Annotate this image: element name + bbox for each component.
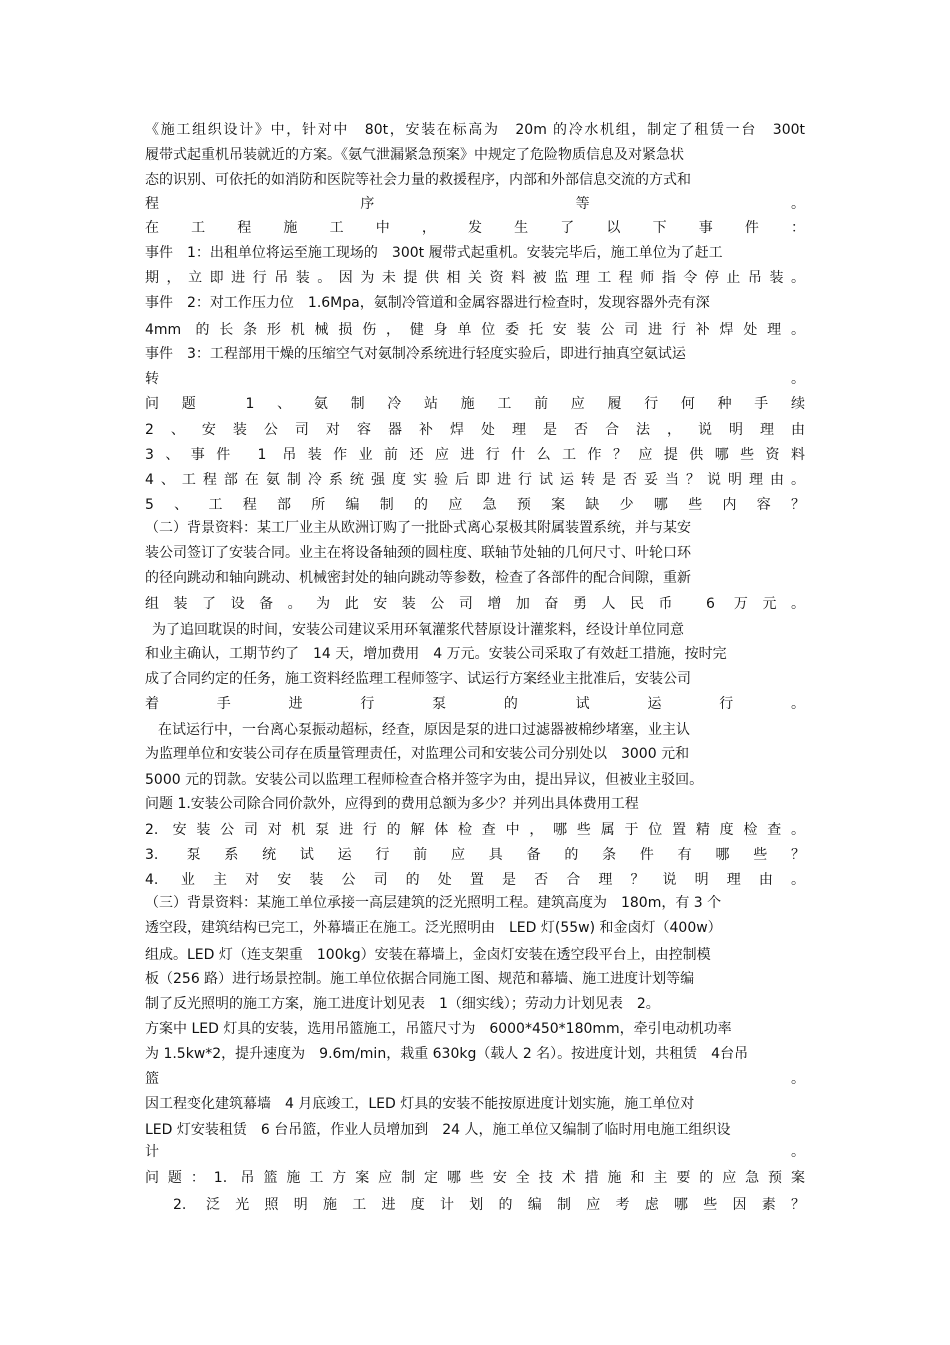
text-line: 组成。LED 灯（连支架重 100kg）安装在幕墙上，金卤灯安装在透空段平台上，由控制模	[145, 947, 711, 963]
text-line: 篮。	[145, 1071, 805, 1087]
text-line: 事件 1：出租单位将运至施工现场的 300t 履带式起重机。安装完毕后，施工单位为了赶工	[145, 245, 723, 261]
question-line: 问题 1、氨制冷站施工前应履行何种手续	[145, 396, 805, 412]
text-line: 计。	[145, 1144, 805, 1160]
question-line: 3. 泵系统试运行前应具备的条件有哪些？	[145, 847, 805, 863]
question-line: 问题 1.安装公司除合同价款外，应得到的费用总额为多少？并列出具体费用工程	[145, 796, 639, 812]
text-line: 在试运行中，一台离心泵振动超标，经查，原因是泵的进口过滤器被棉纱堵塞，业主认	[158, 722, 690, 738]
text-line: 板（256 路）进行场景控制。施工单位依据合同施工图、规范和幕墙、施工进度计划等编	[145, 971, 695, 987]
text-line: 在工程施工中，发生了以下事件：	[145, 220, 805, 236]
text-line: 的径向跳动和轴向跳动、机械密封处的轴向跳动等参数，检查了各部件的配合间隙，重新	[145, 570, 691, 586]
text-line: 4mm 的长条形机械损伤，健身单位委托安装公司进行补焊处理。	[145, 322, 805, 338]
text-line: 透空段，建筑结构已完工，外幕墙正在施工。泛光照明由 LED 灯(55w) 和金卤灯（400w）	[145, 920, 722, 936]
question-line: 2. 泛光照明施工进度计划的编制应考虑哪些因素？	[173, 1197, 805, 1213]
text-line: 转。	[145, 371, 805, 387]
text-line: 《施工组织设计》中，针对中 80t，安装在标高为 20m 的冷水机组，制定了租赁一台 300t	[145, 122, 805, 138]
section-heading-line: （三）背景资料：某施工单位承接一高层建筑的泛光照明工程。建筑高度为 180m，有 3 个	[145, 895, 722, 911]
text-line: 态的识别、可依托的如消防和医院等社会力量的救援程序，内部和外部信息交流的方式和	[145, 172, 691, 188]
text-line: 着手进行泵的试运行。	[145, 696, 805, 712]
text-line: 程序等。	[145, 196, 805, 212]
text-line: 为了追回耽误的时间，安装公司建议采用环氧灌浆代替原设计灌浆料，经设计单位同意	[152, 622, 684, 638]
text-line: 期，立即进行吊装。因为未提供相关资料被监理工程师指令停止吊装。	[145, 270, 805, 286]
question-line: 4. 业主对安装公司的处置是否合理？说明理由。	[145, 872, 805, 888]
question-line: 5、工程部所编制的应急预案缺少哪些内容？	[145, 497, 805, 513]
text-line: 装公司签订了安装合同。业主在将设备轴颈的圆柱度、联轴节处轴的几何尺寸、叶轮口环	[145, 545, 691, 561]
question-line: 问题：1. 吊篮施工方案应制定哪些安全技术措施和主要的应急预案	[145, 1170, 805, 1186]
question-line: 3、事件 1 吊装作业前还应进行什么工作？应提供哪些资料	[145, 447, 805, 463]
text-line: 5000 元的罚款。安装公司以监理工程师检查合格并签字为由，提出异议，但被业主驳回。	[145, 772, 704, 788]
text-line: 因工程变化建筑幕墙 4 月底竣工，LED 灯具的安装不能按原进度计划实施，施工单位对	[145, 1096, 695, 1112]
text-line: LED 灯安装租赁 6 台吊篮，作业人员增加到 24 人，施工单位又编制了临时用电施工组织设	[145, 1122, 731, 1138]
text-line: 成了合同约定的任务，施工资料经监理工程师签字、试运行方案经业主批准后，安装公司	[145, 671, 691, 687]
text-line: 事件 3：工程部用干燥的压缩空气对氨制冷系统进行轻度实验后，即进行抽真空氨试运	[145, 346, 686, 362]
text-line: 履带式起重机吊装就近的方案。《氨气泄漏紧急预案》中规定了危险物质信息及对紧急状	[145, 147, 684, 163]
text-line: 方案中 LED 灯具的安装，选用吊篮施工，吊篮尺寸为 6000*450*180mm，牵引电动机功率	[145, 1021, 732, 1037]
text-line: 组装了设备。为此安装公司增加奋勇人民币 6 万元。	[145, 596, 805, 612]
text-line: 为 1.5kw*2，提升速度为 9.6m/min，栽重 630kg（载人 2 名）。按进度计划，共租赁 4台吊	[145, 1046, 749, 1062]
question-line: 4、工程部在氨制冷系统强度实验后即进行试运转是否妥当？说明理由。	[145, 472, 805, 488]
text-line: 制了反光照明的施工方案，施工进度计划见表 1（细实线）；劳动力计划见表 2。	[145, 996, 660, 1012]
section-heading-line: （二）背景资料：某工厂业主从欧洲订购了一批卧式离心泵极其附属装置系统，并与某安	[145, 520, 691, 536]
question-line: 2. 安装公司对机泵进行的解体检查中，哪些属于位置精度检查。	[145, 822, 805, 838]
question-line: 2、安装公司对容器补焊处理是否合法，说明理由	[145, 422, 805, 438]
text-line: 为监理单位和安装公司存在质量管理责任，对监理公司和安装公司分别处以 3000 元和	[145, 746, 690, 762]
text-line: 和业主确认，工期节约了 14 天，增加费用 4 万元。安装公司采取了有效赶工措施，按时完	[145, 646, 727, 662]
text-line: 事件 2：对工作压力位 1.6Mpa，氨制冷管道和金属容器进行检查时，发现容器外壳有深	[145, 295, 710, 311]
